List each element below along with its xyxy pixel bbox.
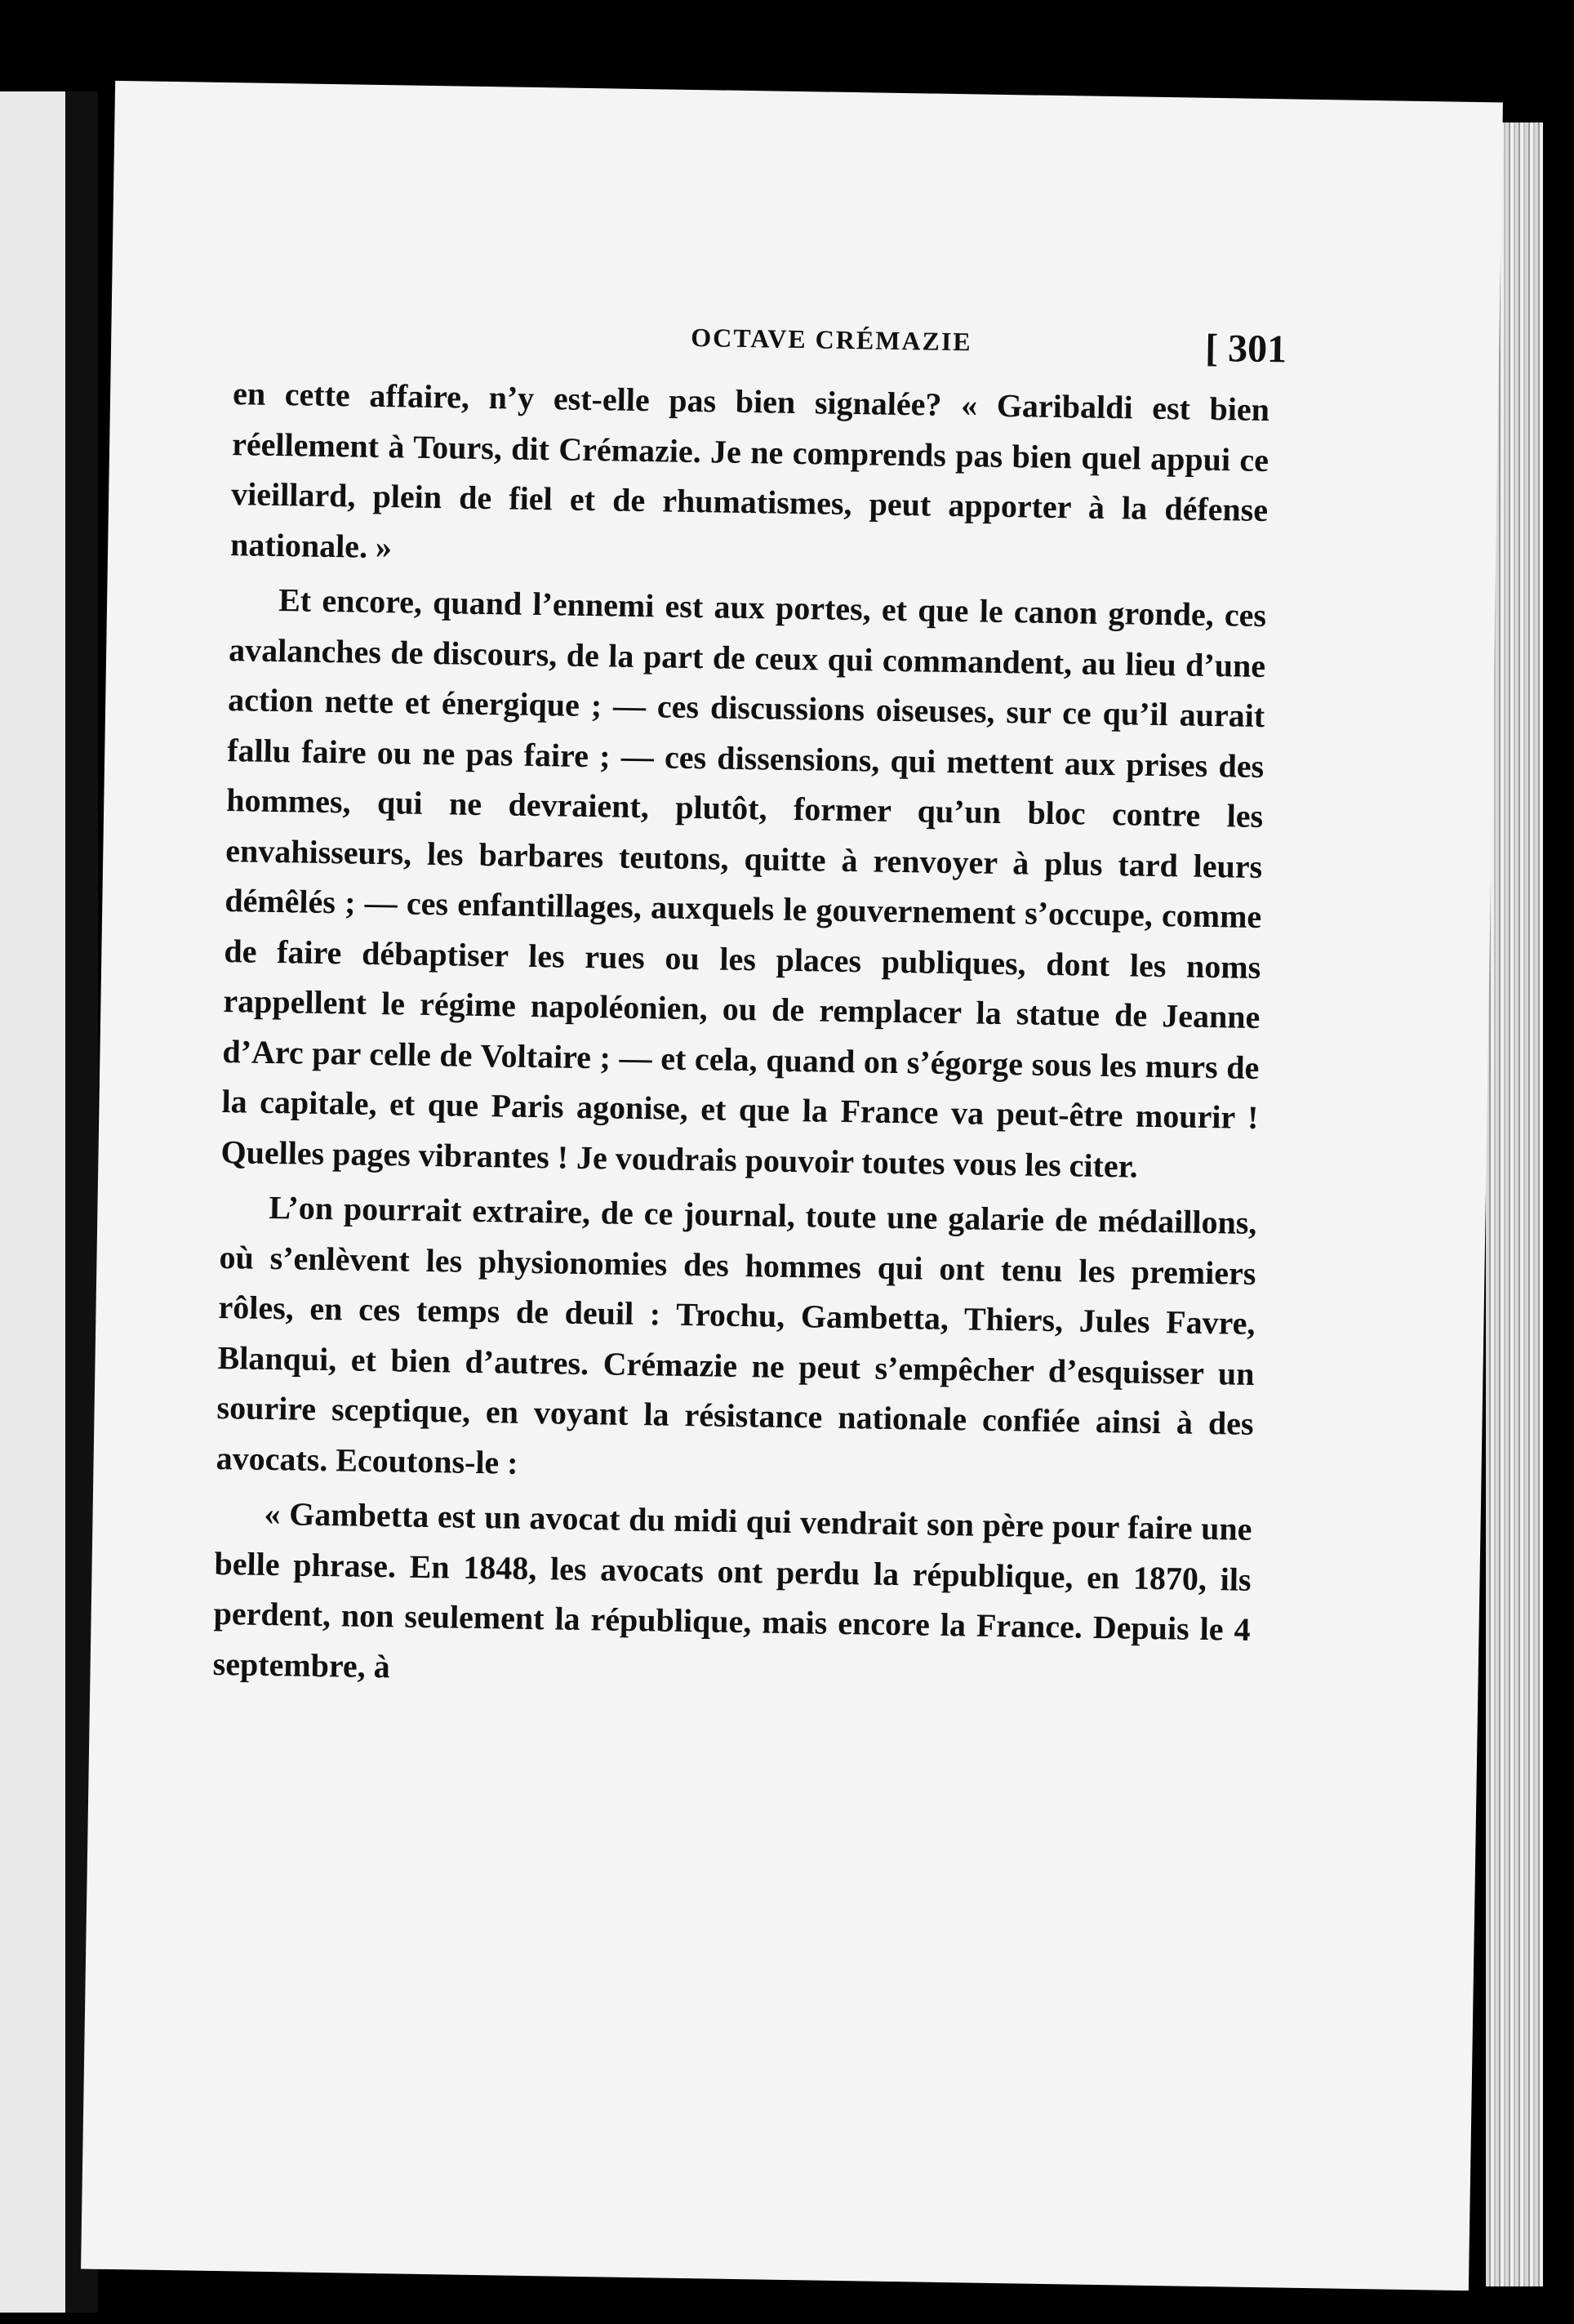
left-page-edge: [0, 91, 65, 2313]
page-number: [ 301: [1204, 326, 1287, 372]
running-title: OCTAVE CRÉMAZIE: [691, 322, 972, 357]
paragraph-2: Et encore, quand l’ennemi est aux portes, et que le canon gronde, ces avalanches de discours, de la part de ceux qui commandent, au lieu d’une action nette et énergique ; — ces discussions oiseuses, sur ce qu’il aurait fallu faire ou ne pas faire ; — ces dissensions, qui mettent aux prises des hommes, qui ne devraient, plutôt, former qu’un bloc contre les envahisseurs, les barbares teutons, quitte à renvoyer à plus tard leurs démêlés ; — ces enfantillages, auxquels le gouvernement s’occupe, comme de faire débaptiser les rues ou les places publiques, dont les noms rappellent le régime napoléonien, ou de remplacer la statue de Jeanne d’Arc par celle de Voltaire ; — et cela, quand on s’égorge sous les murs de la capitale, et que Paris agonise, et que la France va peut-être mourir ! Quelles pages vibrantes ! Je voudrais pouvoir toutes vous les citer.: [220, 581, 1267, 1185]
paragraph-4: « Gambetta est un avocat du midi qui vendrait son père pour faire une belle phrase. En 1848, les avocats ont perdu la république, en 1870, ils perdent, non seulement la république, mais encore la France. Depuis le 4 septembre, à: [212, 1494, 1252, 1685]
paragraph-3: L’on pourrait extraire, de ce journal, toute une galarie de médaillons, où s’enlèvent les physionomies des hommes qui ont tenu les premiers rôles, en ces temps de deuil : Trochu, Gambetta, Thiers, Jules Favre, Blanqui, et bien d’autres. Crémazie ne peut s’empêcher d’esquisser un sourire sceptique, en voyant la résistance nationale confiée ainsi à des avocats. Ecoutons-le :: [216, 1188, 1257, 1481]
paragraph-1: en cette affaire, n’y est-elle pas bien signalée? « Garibaldi est bien réellement à Tours, dit Crémazie. Je ne comprends pas bien quel appui ce vieillard, plein de fiel et de rhumatismes, peut apporter à la défense nationale. »: [229, 375, 1270, 565]
book-page: [81, 81, 1503, 2291]
page-text: [212, 368, 1269, 1705]
page-header: [356, 317, 1287, 381]
